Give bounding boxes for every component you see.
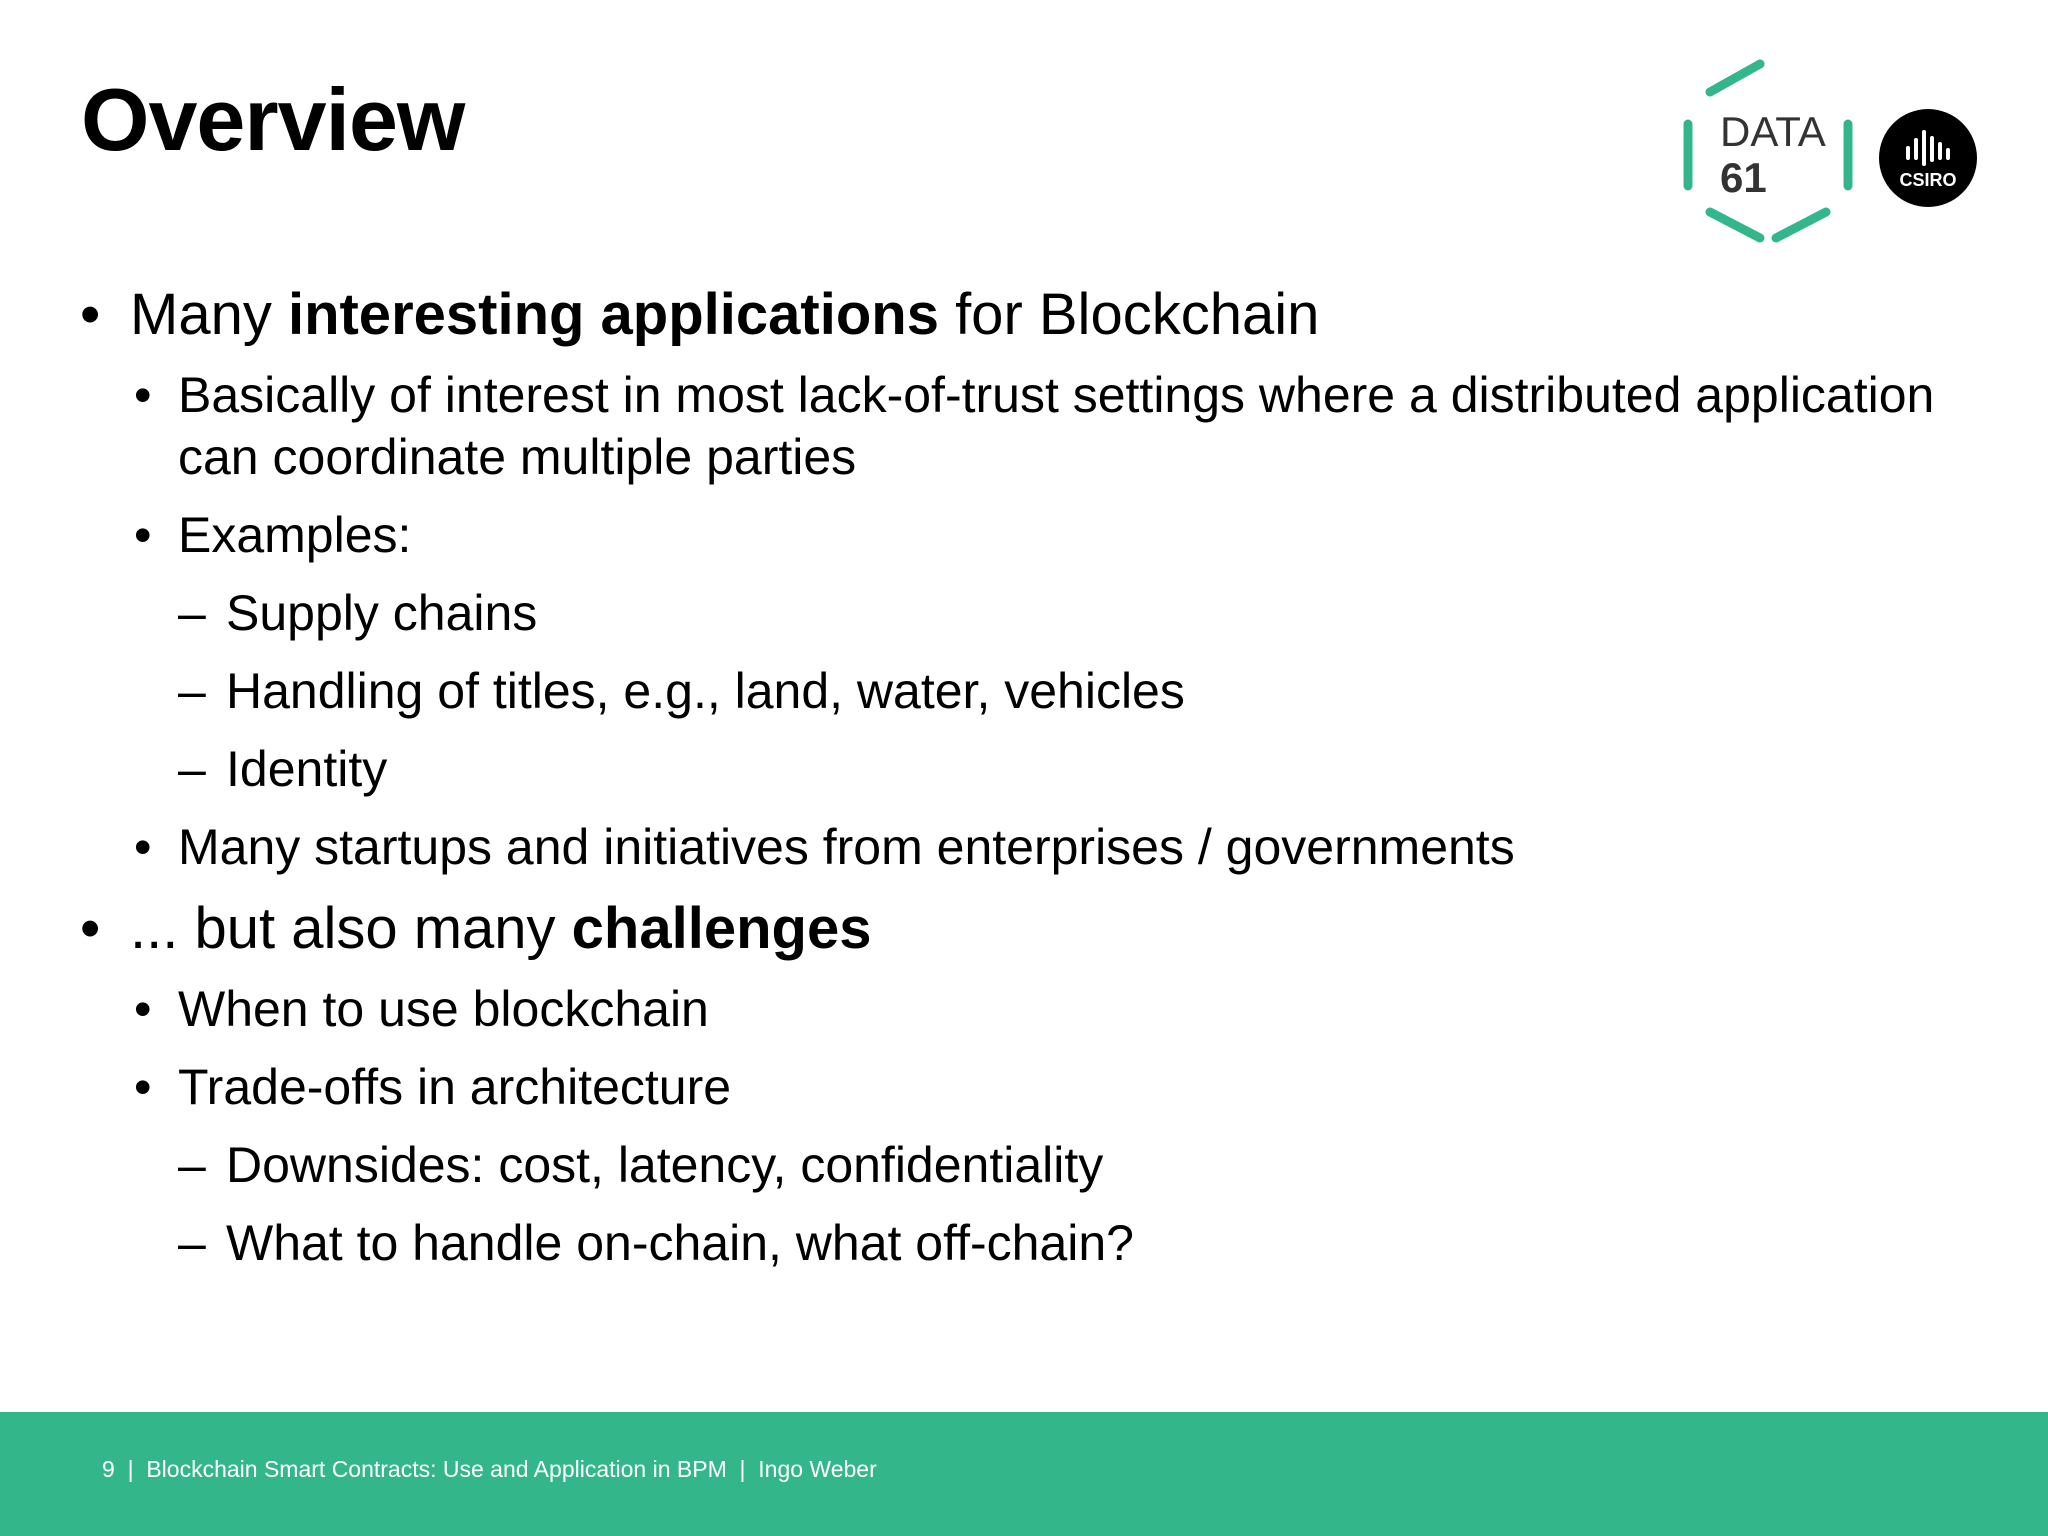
slide-title: Overview [81, 70, 465, 169]
example-handling-of-titles [178, 660, 1940, 722]
dash-marker: – [178, 585, 206, 641]
footer-text [102, 1456, 877, 1483]
data61-logo-text-top: DATA [1720, 108, 1826, 155]
example-identity [178, 738, 1940, 800]
bullet-marker: • [134, 1059, 152, 1115]
bullet-marker: • [134, 507, 152, 563]
example-text: Supply chains [226, 585, 538, 641]
footer-talk-title: Blockchain Smart Contracts: Use and Application in BPM [146, 1456, 727, 1482]
bullet-marker: • [134, 367, 152, 423]
footer-separator: | [726, 1456, 759, 1482]
sub-bullet-text: Basically of interest in most lack-of-trust settings where a distributed application can coordinate multiple parties [178, 367, 1935, 485]
bullet-marker: • [134, 819, 152, 875]
footer-separator: | [114, 1456, 147, 1482]
dash-marker: – [178, 663, 206, 719]
sub-bullet-startups [134, 816, 1940, 878]
detail-downsides [178, 1134, 1940, 1196]
detail-on-chain-off-chain [178, 1212, 1940, 1274]
bullet-text-pre: Many [130, 282, 288, 347]
bullet-text-bold: challenges [571, 896, 872, 961]
bullet-marker: • [134, 981, 152, 1037]
csiro-logo-text: CSIRO [1899, 170, 1957, 190]
bullet-text-bold: interesting applications [287, 282, 939, 347]
sub-bullet-text: Many startups and initiatives from enterprises / governments [178, 819, 1515, 875]
bullet-list [80, 280, 1940, 1290]
sub-bullet-examples [134, 504, 1940, 566]
footer-page-number: 9 [102, 1456, 115, 1482]
sub-bullet-text: Examples: [178, 507, 412, 563]
dash-marker: – [178, 1137, 206, 1193]
footer-bar [0, 1412, 2048, 1536]
bullet-interesting-applications [80, 280, 1940, 350]
bullet-text-post: for Blockchain [938, 282, 1320, 347]
sub-bullet-text: When to use blockchain [178, 981, 709, 1037]
csiro-logo [1878, 108, 1978, 208]
sub-bullet-text: Trade-offs in architecture [178, 1059, 732, 1115]
data61-logo-text-bottom: 61 [1720, 154, 1767, 201]
sub-bullet-lack-of-trust [134, 364, 1940, 488]
dash-marker: – [178, 741, 206, 797]
sub-bullet-trade-offs [134, 1056, 1940, 1118]
bullet-marker: • [80, 282, 101, 347]
example-supply-chains [178, 582, 1940, 644]
dash-marker: – [178, 1215, 206, 1271]
sub-bullet-when-to-use [134, 978, 1940, 1040]
example-text: Handling of titles, e.g., land, water, vehicles [226, 663, 1185, 719]
example-text: Identity [226, 741, 388, 797]
logo-group [1680, 58, 1980, 248]
bullet-marker: • [80, 896, 101, 961]
data61-logo [1680, 58, 1854, 244]
detail-text: What to handle on-chain, what off-chain? [226, 1215, 1134, 1271]
bullet-challenges [80, 894, 1940, 964]
bullet-text-pre: ... but also many [130, 896, 572, 961]
detail-text: Downsides: cost, latency, confidentiality [226, 1137, 1104, 1193]
footer-author: Ingo Weber [758, 1456, 877, 1482]
